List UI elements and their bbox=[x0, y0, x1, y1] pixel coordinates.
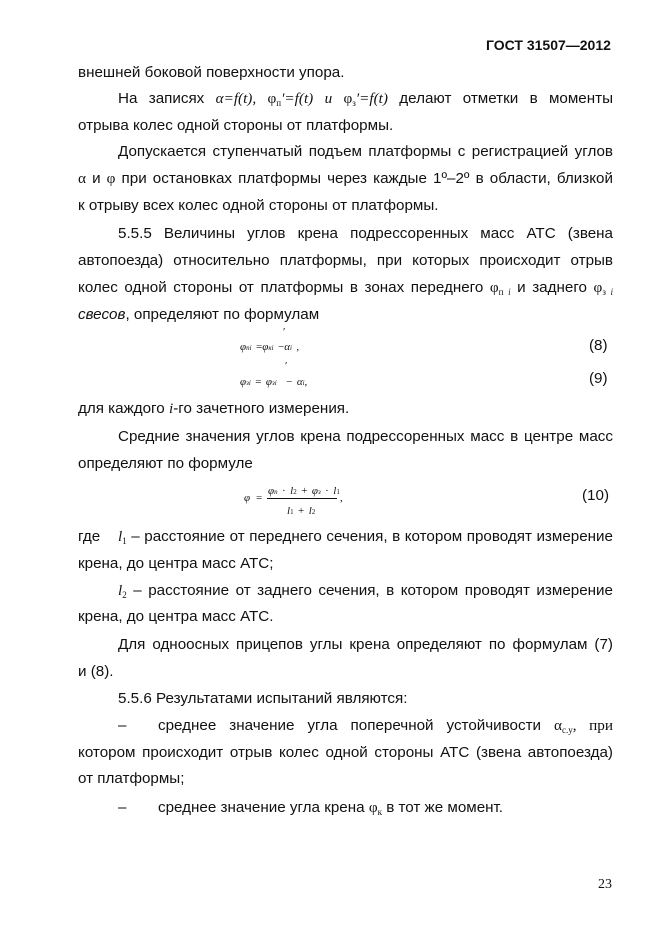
section-heading-line: 5.5.5 Величины углов крена подрессоренных масс АТС (звена bbox=[118, 225, 613, 242]
list-item: среднее значение угла крена $\varphi_к$ в тот же момент. bbox=[158, 799, 504, 817]
fraction-denominator: l1 + l2 bbox=[287, 505, 316, 517]
text-line: Для одноосных прицепов углы крена определяют по формулам (7) bbox=[118, 636, 613, 653]
text-line: $l_1$ – расстояние от переднего сечения, в котором проводят измерение bbox=[118, 528, 613, 546]
text-line: автопоезда) относительно платформы, при которых происходит отрыв bbox=[78, 252, 613, 269]
text-line: Средние значения углов крена подрессоренных масс в центре масс bbox=[118, 428, 613, 445]
text-line: Допускается ступенчатый подъем платформы с регистрацией углов bbox=[118, 143, 613, 160]
text-line: $l_2$ – расстояние от заднего сечения, в котором проводят измерение bbox=[118, 582, 613, 600]
text-line: внешней боковой поверхности упора. bbox=[78, 64, 345, 81]
equation-number: (10) bbox=[582, 487, 610, 504]
text-line: колес одной стороны от платформы в зонах переднего $\varphi_{п i}$ и заднего $\varphi_{з i}$ bbox=[78, 279, 613, 297]
formula-8: φпi =φкi ′ −αi , bbox=[240, 326, 300, 353]
fraction-bar bbox=[267, 498, 337, 499]
text-line: котором происходит отрыв колес одной стороны АТС (звена автопоезда) bbox=[78, 744, 613, 761]
text-line: отрыва колес одной стороны от платформы. bbox=[78, 117, 394, 134]
text-line: для каждого i-го зачетного измерения. bbox=[78, 400, 350, 417]
list-bullet: – bbox=[118, 717, 127, 734]
text-line: α и φ при остановках платформы через каждые 1º–2º в области, близкой bbox=[78, 170, 613, 187]
page-number: 23 bbox=[598, 877, 612, 892]
text-line: к отрыву всех колес одной стороны от платформы. bbox=[78, 197, 439, 214]
fraction-numerator: φп · l2 + φз · l1 bbox=[268, 485, 340, 497]
text-line: свесов, определяют по формулам bbox=[78, 306, 320, 323]
document-header: ГОСТ 31507—2012 bbox=[486, 37, 611, 53]
text-line: крена, до центра масс АТС. bbox=[78, 608, 274, 625]
text-line: где bbox=[78, 528, 101, 545]
equation-number: (8) bbox=[589, 337, 608, 354]
equation-number: (9) bbox=[589, 370, 608, 387]
text-line: определяют по формуле bbox=[78, 455, 253, 472]
text-line: На записях α=f(t), $\varphi_п'=f(t)$ и $\varphi_з'=f(t)$ делают отметки в моменты bbox=[118, 90, 613, 108]
formula-9: φзi = φзi ′ − αi, bbox=[240, 360, 308, 388]
section-heading-line: 5.5.6 Результатами испытаний являются: bbox=[118, 690, 408, 707]
text-line: и (8). bbox=[78, 663, 114, 680]
list-item: среднее значение угла поперечной устойчивости $\alpha_{с.у}$, при bbox=[158, 717, 613, 735]
text-line: от платформы; bbox=[78, 770, 185, 787]
text-line: крена, до центра масс АТС; bbox=[78, 555, 274, 572]
list-bullet: – bbox=[118, 799, 127, 816]
